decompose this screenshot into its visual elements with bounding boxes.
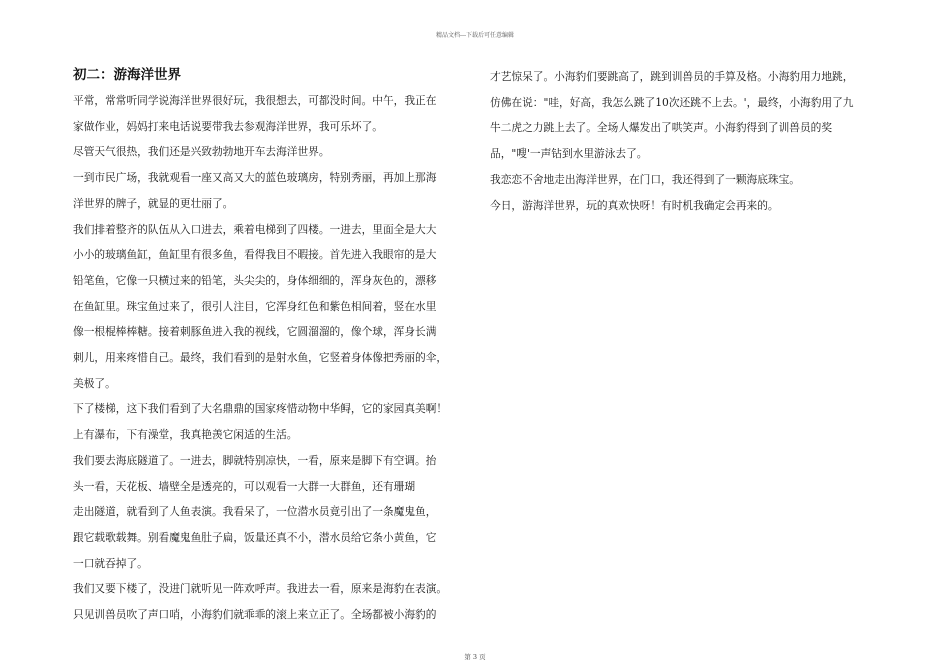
essay-line: 刺儿，用来疼惜自己。最终，我们看到的是射水鱼，它竖着身体像把秀丽的伞， — [73, 351, 448, 365]
right-column — [490, 64, 882, 218]
essay-line: 小小的玻璃鱼缸，鱼缸里有很多鱼，看得我目不暇接。首先进入我眼帘的是大 — [73, 248, 437, 262]
essay-line: 在鱼缸里。珠宝鱼过来了，很引人注目，它浑身红色和紫色相间着，竖在水里 — [73, 299, 437, 313]
essay-line: 铅笔鱼，它像一只横过来的铅笔，头尖尖的，身体细细的，浑身灰色的，漂移 — [73, 273, 437, 287]
essay-line: 我们要去海底隧道了。一进去，脚就特别凉快，一看，原来是脚下有空调。抬 — [73, 453, 437, 467]
page-number: 第 3 页 — [464, 653, 486, 661]
essay-line: 洋世界的牌子，就显的更壮丽了。 — [73, 196, 234, 210]
essay-line: 像一根棍棒棒糖。接着刺豚鱼进入我的视线，它圆溜溜的，像个球，浑身长满 — [73, 325, 437, 339]
essay-line: 仿佛在说："哇，好高，我怎么跳了10次还跳不上去。'，最终，小海豹用了九 — [490, 95, 854, 109]
essay-line: 只见训兽员吹了声口哨，小海豹们就乖乖的滚上来立正了。全场都被小海豹的 — [73, 608, 437, 622]
essay-line: 我恋恋不舍地走出海洋世界，在门口，我还得到了一颗海底珠宝。 — [490, 172, 800, 186]
essay-line: 今日，游海洋世界，玩的真欢快呀！有时机我确定会再来的。 — [490, 198, 779, 212]
essay-line: 美极了。 — [73, 376, 116, 390]
essay-line: 下了楼梯，这下我们看到了大名鼎鼎的国家疼惜动物中华鲟，它的家园真美啊！ — [73, 402, 448, 416]
essay-line: 一到市民广场，我就观看一座又高又大的蓝色玻璃房，特别秀丽，再加上那海 — [73, 171, 437, 185]
essay-title: 初二：游海洋世界 — [73, 67, 181, 83]
essay-line: 牛二虎之力跳上去了。全场人爆发出了哄笑声。小海豹得到了训兽员的奖 — [490, 121, 833, 135]
left-column — [73, 64, 465, 628]
essay-line: 家做作业，妈妈打来电话说要带我去参观海洋世界，我可乐坏了。 — [73, 119, 383, 133]
essay-line: 走出隧道，就看到了人鱼表演。我看呆了，一位潜水员竟引出了一条魔鬼鱼， — [73, 505, 437, 519]
header-note: 精品文档---下载后可任意编辑 — [435, 32, 515, 39]
essay-line: 上有瀑布，下有澡堂，我真艳羡它闲适的生活。 — [73, 428, 298, 442]
essay-line: 平常，常常听同学说海洋世界很好玩，我很想去，可都没时间。中午，我正在 — [73, 94, 437, 107]
essay-line: 我们又要下楼了，没进门就听见一阵欢呼声。我进去一看，原来是海豹在表演。 — [73, 582, 448, 596]
essay-line: 才艺惊呆了。小海豹们要跳高了，跳到训兽员的手算及格。小海豹用力地跳， — [490, 70, 854, 83]
essay-line: 头一看，天花板、墙壁全是透亮的，可以观看一大群一大群鱼，还有珊瑚 — [73, 479, 416, 493]
essay-line: 尽管天气很热，我们还是兴致勃勃地开车去海洋世界。 — [73, 145, 330, 159]
essay-line: 我们排着整齐的队伍从入口进去，乘着电梯到了四楼。一进去，里面全是大大 — [73, 222, 437, 236]
essay-line: 跟它载歌载舞。别看魔鬼鱼肚子扁，饭量还真不小，潜水员给它条小黄鱼，它 — [73, 530, 437, 544]
essay-line: 一口就吞掉了。 — [73, 556, 148, 570]
essay-line: 品，"嗖'一声钻到水里游泳去了。 — [490, 147, 648, 161]
